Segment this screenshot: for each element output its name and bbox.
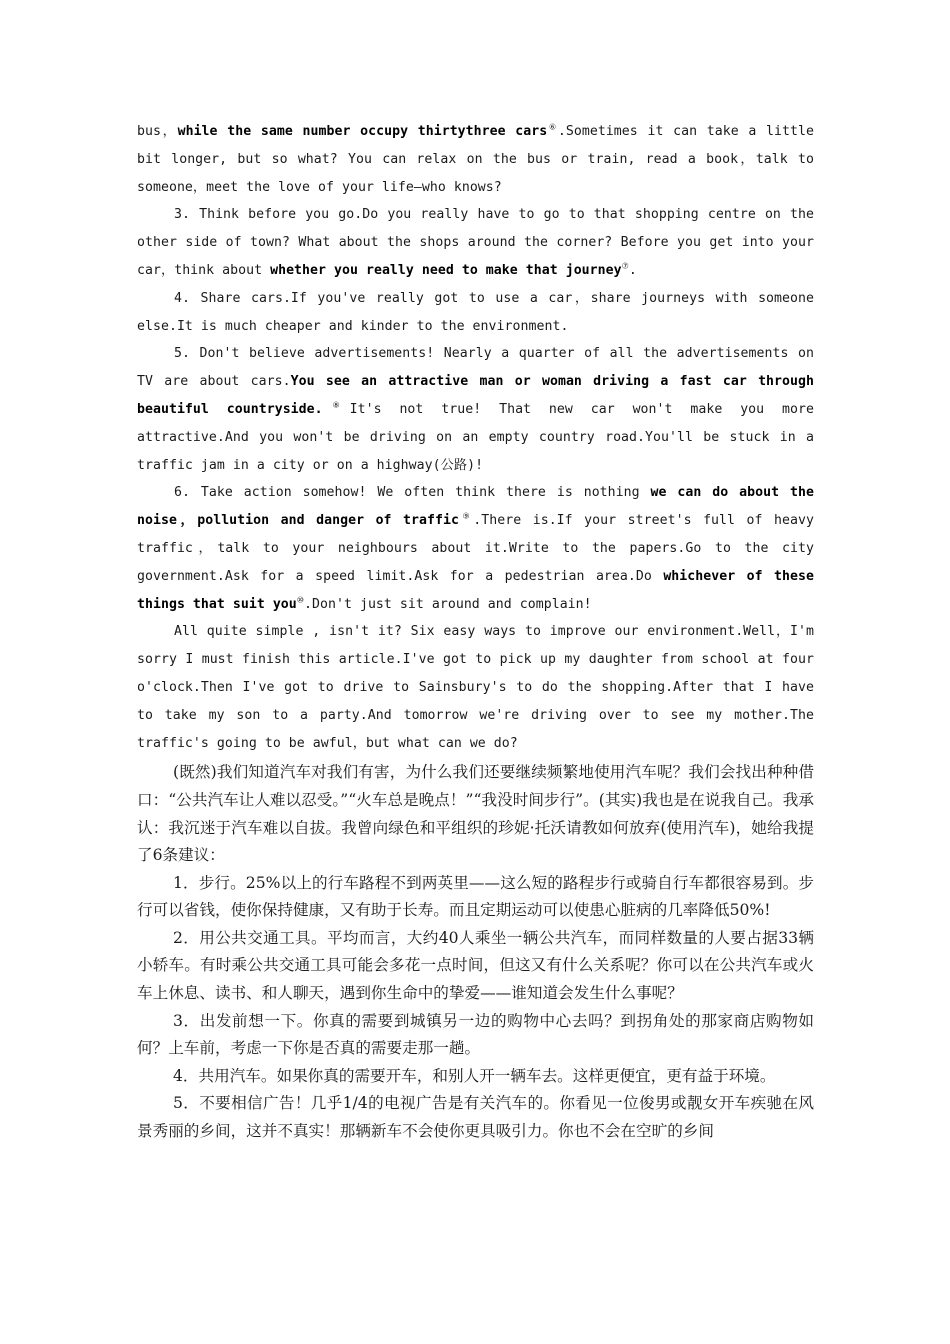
- text: 4. Share cars.If you've really got to use a car，share journeys with someone else.It is much cheaper and kinder to the environment.: [137, 290, 814, 334]
- chinese-paragraph-5: 5．不要相信广告！几乎1/4的电视广告是有关汽车的。你看见一位俊男或靓女开车疾驰在风景秀丽的乡间，这并不真实！那辆新车不会使你更具吸引力。你也不会在空旷的乡间: [137, 1094, 814, 1141]
- text: .: [628, 262, 637, 278]
- footnote-marker: ⑦: [621, 261, 629, 271]
- footnote-marker: ⑥: [547, 122, 558, 132]
- footnote-marker: ⑩: [296, 595, 305, 605]
- text: 6. Take action somehow! We often think there is nothing: [174, 485, 651, 501]
- text: All quite simple , isn't it? Six easy ways to improve our environment.Well，I'm sorry I must finish this article.I've got to pick up my daughter from school at four o'clock.Then I've got to drive to Sainsbury's to do the shopping.After that I have to take my son to a party.And tomorrow we're driving over to see my mother.The traffic's going to be awful，but what can we do?: [137, 624, 814, 751]
- document-page: [137, 118, 814, 1146]
- text: 5. Don't believe advertisements! Nearly a quarter of all the advertisements on TV are about cars.: [137, 346, 814, 390]
- text: .Sometimes it can take a little bit longer, but so what? You can relax on the bus or train, read a book，talk to someone，meet the love of your life—who knows?: [137, 124, 814, 195]
- chinese-paragraph-2: 2．用公共交通工具。平均而言，大约40人乘坐一辆公共汽车，而同样数量的人要占据33辆小轿车。有时乘公共交通工具可能会多花一点时间，但这又有什么关系呢？你可以在公共汽车或火车上休息、读书、和人聊天，遇到你生命中的挚爱——谁知道会发生什么事呢？: [137, 928, 814, 1003]
- english-paragraph-4: [137, 285, 814, 341]
- text: .There is.If your street's full of heavy traffic，talk to your neighbours about it.Write to the papers.Go to the city government.Ask for a speed limit.Ask for a pedestrian area.Do: [137, 513, 814, 584]
- chinese-paragraph-intro: (既然)我们知道汽车对我们有害，为什么我们还要继续频繁地使用汽车呢？我们会找出种种借口：“公共汽车让人难以忍受。”“火车总是晚点！”“我没时间步行”。(其实)我也是在说我自己。我承认：我沉迷于汽车难以自拔。我曾向绿色和平组织的珍妮·托沃请教如何放弃(使用汽车)，她给我提了6条建议：: [137, 763, 814, 865]
- footnote-marker: ⑧: [322, 400, 350, 410]
- english-paragraph-6: [137, 479, 814, 618]
- english-paragraph-conclusion: [137, 618, 814, 757]
- text: bus，: [137, 124, 178, 139]
- english-paragraph-3: [137, 201, 814, 284]
- highlighted-phrase: whether you really need to make that journey: [270, 262, 622, 278]
- text: 3. Think before you go.Do you really have to go to that shopping centre on the other side of town? What about the shops around the corner? Before you get into your car，think about: [137, 207, 814, 278]
- chinese-paragraph-3: 3．出发前想一下。你真的需要到城镇另一边的购物中心去吗？到拐角处的那家商店购物如何？上车前，考虑一下你是否真的需要走那一趟。: [137, 1011, 814, 1058]
- chinese-paragraph-1: 1．步行。25%以上的行车路程不到两英里——这么短的路程步行或骑自行车都很容易到。步行可以省钱，使你保持健康，又有助于长寿。而且定期运动可以使患心脏病的几率降低50%!: [137, 873, 814, 920]
- english-paragraph-5: [137, 340, 814, 479]
- highlighted-phrase: You see an attractive man or woman driving a fast car through beautiful countryside.: [137, 374, 814, 417]
- highlighted-phrase: whichever of these things that suit you: [137, 568, 815, 612]
- text: It's not true! That new car won't make you more attractive.And you won't be driving on an empty country road.You'll be stuck in a traffic jam in a city or on a highway(公路)!: [137, 401, 814, 473]
- english-paragraph-public-transport-continued: [137, 118, 814, 201]
- chinese-paragraph-4: 4．共用汽车。如果你真的需要开车，和别人开一辆车去。这样更便宜，更有益于环境。: [173, 1066, 776, 1085]
- highlighted-phrase: while the same number occupy thirtythree cars: [177, 124, 548, 139]
- highlighted-phrase: we can do about the noise，pollution and danger of traffic: [137, 485, 814, 529]
- footnote-marker: ⑨: [459, 511, 474, 521]
- text: .Don't just sit around and complain!: [304, 596, 592, 612]
